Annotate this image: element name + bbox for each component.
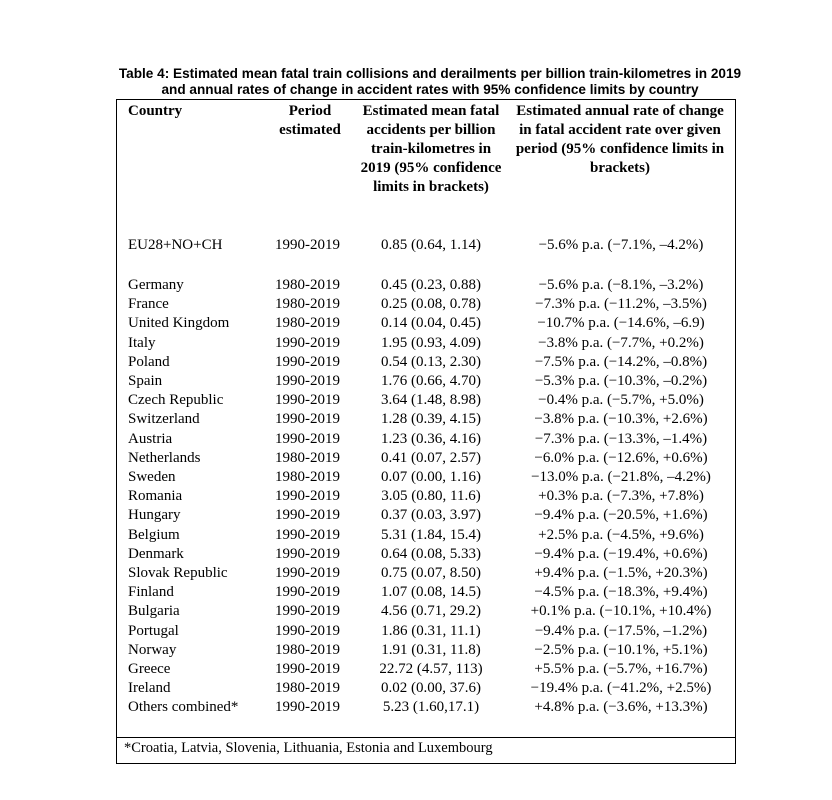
header-rate: Estimated annual rate of change in fatal accident rate over given period (95% confidence limits in brackets) [515,103,725,176]
row-rate: −13.0% p.a. (−21.8%, –4.2%) [531,469,711,485]
row-estimate: 22.72 (4.57, 113) [379,661,483,677]
row-estimate: 0.64 (0.08, 5.33) [381,545,481,562]
row-period: 1990-2019 [275,392,340,409]
row-period: 1980-2019 [275,680,340,697]
row-period: 1990-2019 [275,584,340,601]
row-estimate: 0.37 (0.03, 3.97) [381,507,481,524]
row-rate: −5.3% p.a. (−10.3%, –0.2%) [534,373,708,389]
row-country: Switzerland [128,411,200,428]
row-country: Portugal [128,622,179,639]
row-period: 1980-2019 [275,469,340,485]
caption-line-2: and annual rates of change in accident rates with 95% confidence limits by country [161,82,699,97]
row-country: Belgium [128,526,180,543]
row-estimate: 5.23 (1.60,17.1) [382,699,480,716]
row-period: 1980-2019 [275,641,340,658]
row-country: Austria [128,430,173,447]
row-rate: −19.4% p.a. (−41.2%, +2.5%) [530,680,712,697]
summary-rate: −5.6% p.a. (−7.1%, –4.2%) [538,237,704,253]
row-rate: −2.5% p.a. (−10.1%, +5.1%) [534,641,708,658]
row-country: Romania [128,488,183,505]
row-estimate: 0.45 (0.23, 0.88) [381,277,481,293]
header-estimate: Estimated mean fatal accidents per billion train-kilometres in 2019 (95% confidence limits in brackets) [360,103,502,195]
row-estimate: 1.95 (0.93, 4.09) [381,334,481,351]
row-rate: +4.8% p.a. (−3.6%, +13.3%) [534,699,708,716]
caption-line-1: Table 4: Estimated mean fatal train collisions and derailments per billion train-kilometres in 2019 [118,66,742,81]
row-rate: −7.3% p.a. (−11.2%, –3.5%) [535,296,707,313]
row-period: 1990-2019 [275,545,340,562]
row-rate: −9.4% p.a. (−20.5%, +1.6%) [534,507,708,524]
row-estimate: 0.07 (0.00, 1.16) [381,469,481,485]
row-country: Hungary [128,507,181,524]
header-country: Country [128,103,183,119]
row-rate: −9.4% p.a. (−19.4%, +0.6%) [534,545,708,562]
row-estimate: 3.05 (0.80, 11.6) [381,488,481,505]
footnote: *Croatia, Latvia, Slovenia, Lithuania, Estonia and Luxembourg [124,740,493,756]
row-country: Finland [128,584,174,601]
row-country: Poland [128,353,170,370]
row-country: Norway [128,641,177,658]
row-rate: +0.3% p.a. (−7.3%, +7.8%) [538,488,704,505]
row-rate: −10.7% p.a. (−14.6%, –6.9) [537,315,705,332]
table-caption [80,66,780,98]
row-estimate: 1.76 (0.66, 4.70) [381,373,481,389]
row-country: Ireland [128,680,171,697]
row-period: 1990-2019 [275,353,340,370]
row-country: France [128,296,169,313]
row-period: 1980-2019 [275,277,340,293]
row-period: 1990-2019 [275,661,340,677]
row-estimate: 3.64 (1.48, 8.98) [381,392,481,409]
row-country: Slovak Republic [128,565,228,581]
row-period: 1990-2019 [275,373,340,389]
row-estimate: 0.25 (0.08, 0.78) [381,296,481,313]
row-period: 1990-2019 [275,526,340,543]
summary-period: 1990-2019 [275,237,340,253]
row-period: 1990-2019 [275,565,340,581]
row-rate: −7.3% p.a. (−13.3%, –1.4%) [534,430,708,447]
row-rate: −4.5% p.a. (−18.3%, +9.4%) [534,584,708,601]
row-country: United Kingdom [128,315,230,332]
row-period: 1990-2019 [275,603,340,620]
row-period: 1990-2019 [275,622,340,639]
row-country: Sweden [128,469,176,485]
row-country: Denmark [128,545,184,562]
row-estimate: 1.91 (0.31, 11.8) [381,641,481,658]
row-country: Spain [128,373,163,389]
header-period: Period estimated [279,103,341,138]
footnote-divider [116,737,736,738]
row-rate: −9.4% p.a. (−17.5%, –1.2%) [534,622,708,639]
row-period: 1990-2019 [275,411,340,428]
summary-estimate: 0.85 (0.64, 1.14) [381,237,481,253]
row-estimate: 1.23 (0.36, 4.16) [381,430,481,447]
row-country: Greece [128,661,171,677]
row-rate: +5.5% p.a. (−5.7%, +16.7%) [534,661,708,677]
row-rate: −7.5% p.a. (−14.2%, –0.8%) [534,353,708,370]
row-rate: +9.4% p.a. (−1.5%, +20.3%) [534,565,708,581]
row-estimate: 4.56 (0.71, 29.2) [381,603,481,620]
row-period: 1990-2019 [275,507,340,524]
row-rate: −3.8% p.a. (−7.7%, +0.2%) [538,334,704,351]
row-rate: +2.5% p.a. (−4.5%, +9.6%) [538,526,704,543]
row-estimate: 0.41 (0.07, 2.57) [381,449,481,466]
row-country: Bulgaria [128,603,180,620]
row-rate: −6.0% p.a. (−12.6%, +0.6%) [534,449,708,466]
row-estimate: 5.31 (1.84, 15.4) [381,526,481,543]
row-estimate: 1.07 (0.08, 14.5) [381,584,481,601]
row-estimate: 1.28 (0.39, 4.15) [381,411,481,428]
row-estimate: 1.86 (0.31, 11.1) [381,622,481,639]
row-rate: −5.6% p.a. (−8.1%, –3.2%) [538,277,704,293]
row-period: 1990-2019 [275,430,340,447]
row-period: 1980-2019 [275,449,340,466]
row-country: Czech Republic [128,392,224,409]
row-estimate: 0.54 (0.13, 2.30) [381,353,481,370]
row-period: 1990-2019 [275,334,340,351]
row-country: Others combined* [128,699,239,716]
row-country: Germany [128,277,184,293]
row-period: 1980-2019 [275,315,340,332]
row-rate: −0.4% p.a. (−5.7%, +5.0%) [538,392,704,409]
row-estimate: 0.14 (0.04, 0.45) [381,315,481,332]
row-rate: −3.8% p.a. (−10.3%, +2.6%) [534,411,708,428]
row-rate: +0.1% p.a. (−10.1%, +10.4%) [530,603,712,620]
row-estimate: 0.75 (0.07, 8.50) [381,565,481,581]
summary-country: EU28+NO+CH [128,237,223,253]
row-country: Italy [128,334,156,351]
row-period: 1990-2019 [275,488,340,505]
row-period: 1990-2019 [275,699,340,716]
row-country: Netherlands [128,449,201,466]
row-estimate: 0.02 (0.00, 37.6) [381,680,481,697]
row-period: 1980-2019 [275,296,340,313]
